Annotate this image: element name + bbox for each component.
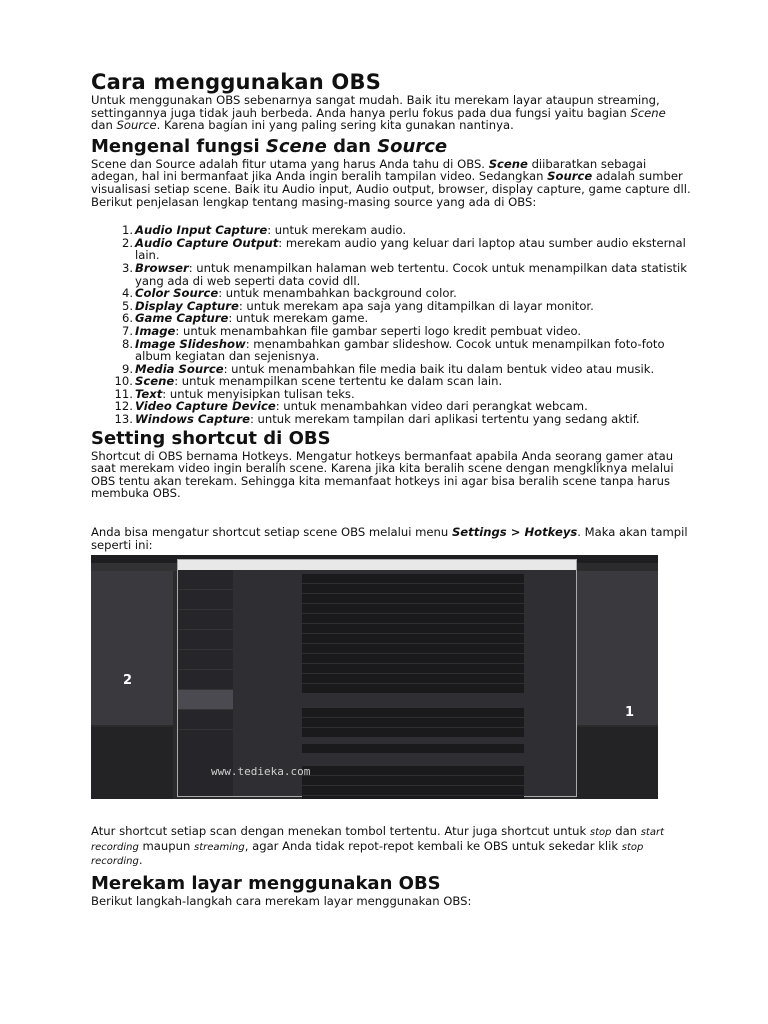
p2-c: adalah sumber visualisasi setiap scene. Baik itu Audio input, Audio output, browser, display capture, game capture dll. [91,169,691,196]
list-item: 1. Audio Input Capture: untuk merekam audio. [121,223,407,238]
heading-setting-shortcut: Setting shortcut di OBS [91,427,331,449]
list-item: 6. Game Capture: untuk merekam game. [121,311,369,326]
list-item: 4. Color Source: untuk menambahkan background color. [121,286,457,301]
document-page [91,70,691,908]
list-item: 13. Windows Capture: untuk merekam tampilan dari aplikasi tertentu yang sedang aktif. [114,412,640,427]
p2-a: Scene dan Source adalah fitur utama yang harus Anda tahu di OBS. [91,156,489,171]
list-item: 12. Video Capture Device: untuk menambahkan video dari perangkat webcam. [114,399,588,414]
settings-dialog [177,559,577,797]
p5-settings-hotkeys: Settings > Hotkeys [451,525,578,540]
watermark: www.tedieka.com [211,765,311,779]
source-intro-paragraph: Berikut penjelasan lengkap tentang masing-masing source yang ada di OBS: [91,194,537,209]
list-item: 2. Audio Capture Output: merekam audio yang keluar dari laptop atau sumber audio eksternal lain. [121,235,686,263]
heading-cara-menggunakan-obs: Cara menggunakan OBS [91,70,382,94]
h2a-mid: dan [326,135,378,157]
p5-c: . Maka akan tampil seperti ini: [91,525,688,552]
marker-2: 2 [123,673,133,689]
heading-mengenal-fungsi [91,136,691,158]
intro-text-1: Untuk menggunakan OBS sebenarnya sangat mudah. Baik itu merekam layar ataupun streaming, settingannya juga tidak jauh berbeda. Anda hanya perlu fokus pada dua fungsi yaitu bagian [91,93,660,120]
list-item: 8. Image Slideshow: menambahkan gambar slideshow. Cocok untuk menampilkan foto-foto album kegiatan dan sejenisnya. [121,336,665,364]
p2-source: Source [547,169,593,184]
list-item: 9. Media Source: untuk menambahkan file media baik itu dalam bentuk video atau musik. [121,361,655,376]
intro-dan: dan [91,118,117,133]
settings-hotkeys-paragraph [91,526,691,551]
list-item: 7. Image: untuk menambahkan file gambar seperti logo kredit pembuat video. [121,323,582,338]
h2a-scene: Scene [265,135,327,157]
p2-b: diibaratkan sebagai adegan, hal ini bermanfaat jika Anda ingin beralih tampilan video. Sedangkan [91,156,647,184]
shortcut-instructions-paragraph: Atur shortcut setiap scan dengan menekan tombol tertentu. Atur juga shortcut untuk stop dan start recording maupun streaming, agar Anda tidak repot-repot kembali ke OBS untuk sekedar klik stop recording. [91,824,665,868]
source-list [91,224,691,426]
settings-sidebar [178,570,233,796]
p5-a: Anda bisa mengatur shortcut setiap scene OBS melalui menu [91,525,452,540]
list-item: 10. Scene: untuk menampilkan scene tertentu ke dalam scan lain. [114,374,503,389]
heading-merekam-layar: Merekam layar menggunakan OBS [91,873,441,894]
p2-scene: Scene [488,156,528,171]
scene-source-paragraph [91,158,691,196]
list-item: 11. Text: untuk menyisipkan tulisan teks. [114,386,355,401]
hotkeys-paragraph: Shortcut di OBS bernama Hotkeys. Mengatur hotkeys bermanfaat apabila Anda seorang gamer atau saat merekam video ingin beralih scene. Karena jika kita beralih scene dengan mengkliknya melalui OBS tentu akan terekam. Sehingga kita memanfaat hotkeys ini agar bisa beralih scene tanpa harus membuka OBS. [91,448,674,501]
h2a-source: Source [377,135,448,157]
obs-hotkeys-screenshot [91,555,658,799]
merekam-intro-paragraph: Berikut langkah-langkah cara merekam layar menggunakan OBS: [91,894,472,908]
intro-source: Source [116,118,157,133]
h2a-pre: Mengenal fungsi [91,135,266,157]
marker-1: 1 [625,705,635,721]
intro-paragraph [91,94,691,132]
intro-scene: Scene [630,105,666,120]
intro-text-2: . Karena bagian ini yang paling sering kita gunakan nantinya. [156,118,514,133]
list-item: 3. Browser: untuk menampilkan halaman web tertentu. Cocok untuk menampilkan data statistik yang ada di web seperti data covid dll. [121,260,687,288]
list-item: 5. Display Capture: untuk merekam apa saja yang ditampilkan di layar monitor. [121,298,594,313]
